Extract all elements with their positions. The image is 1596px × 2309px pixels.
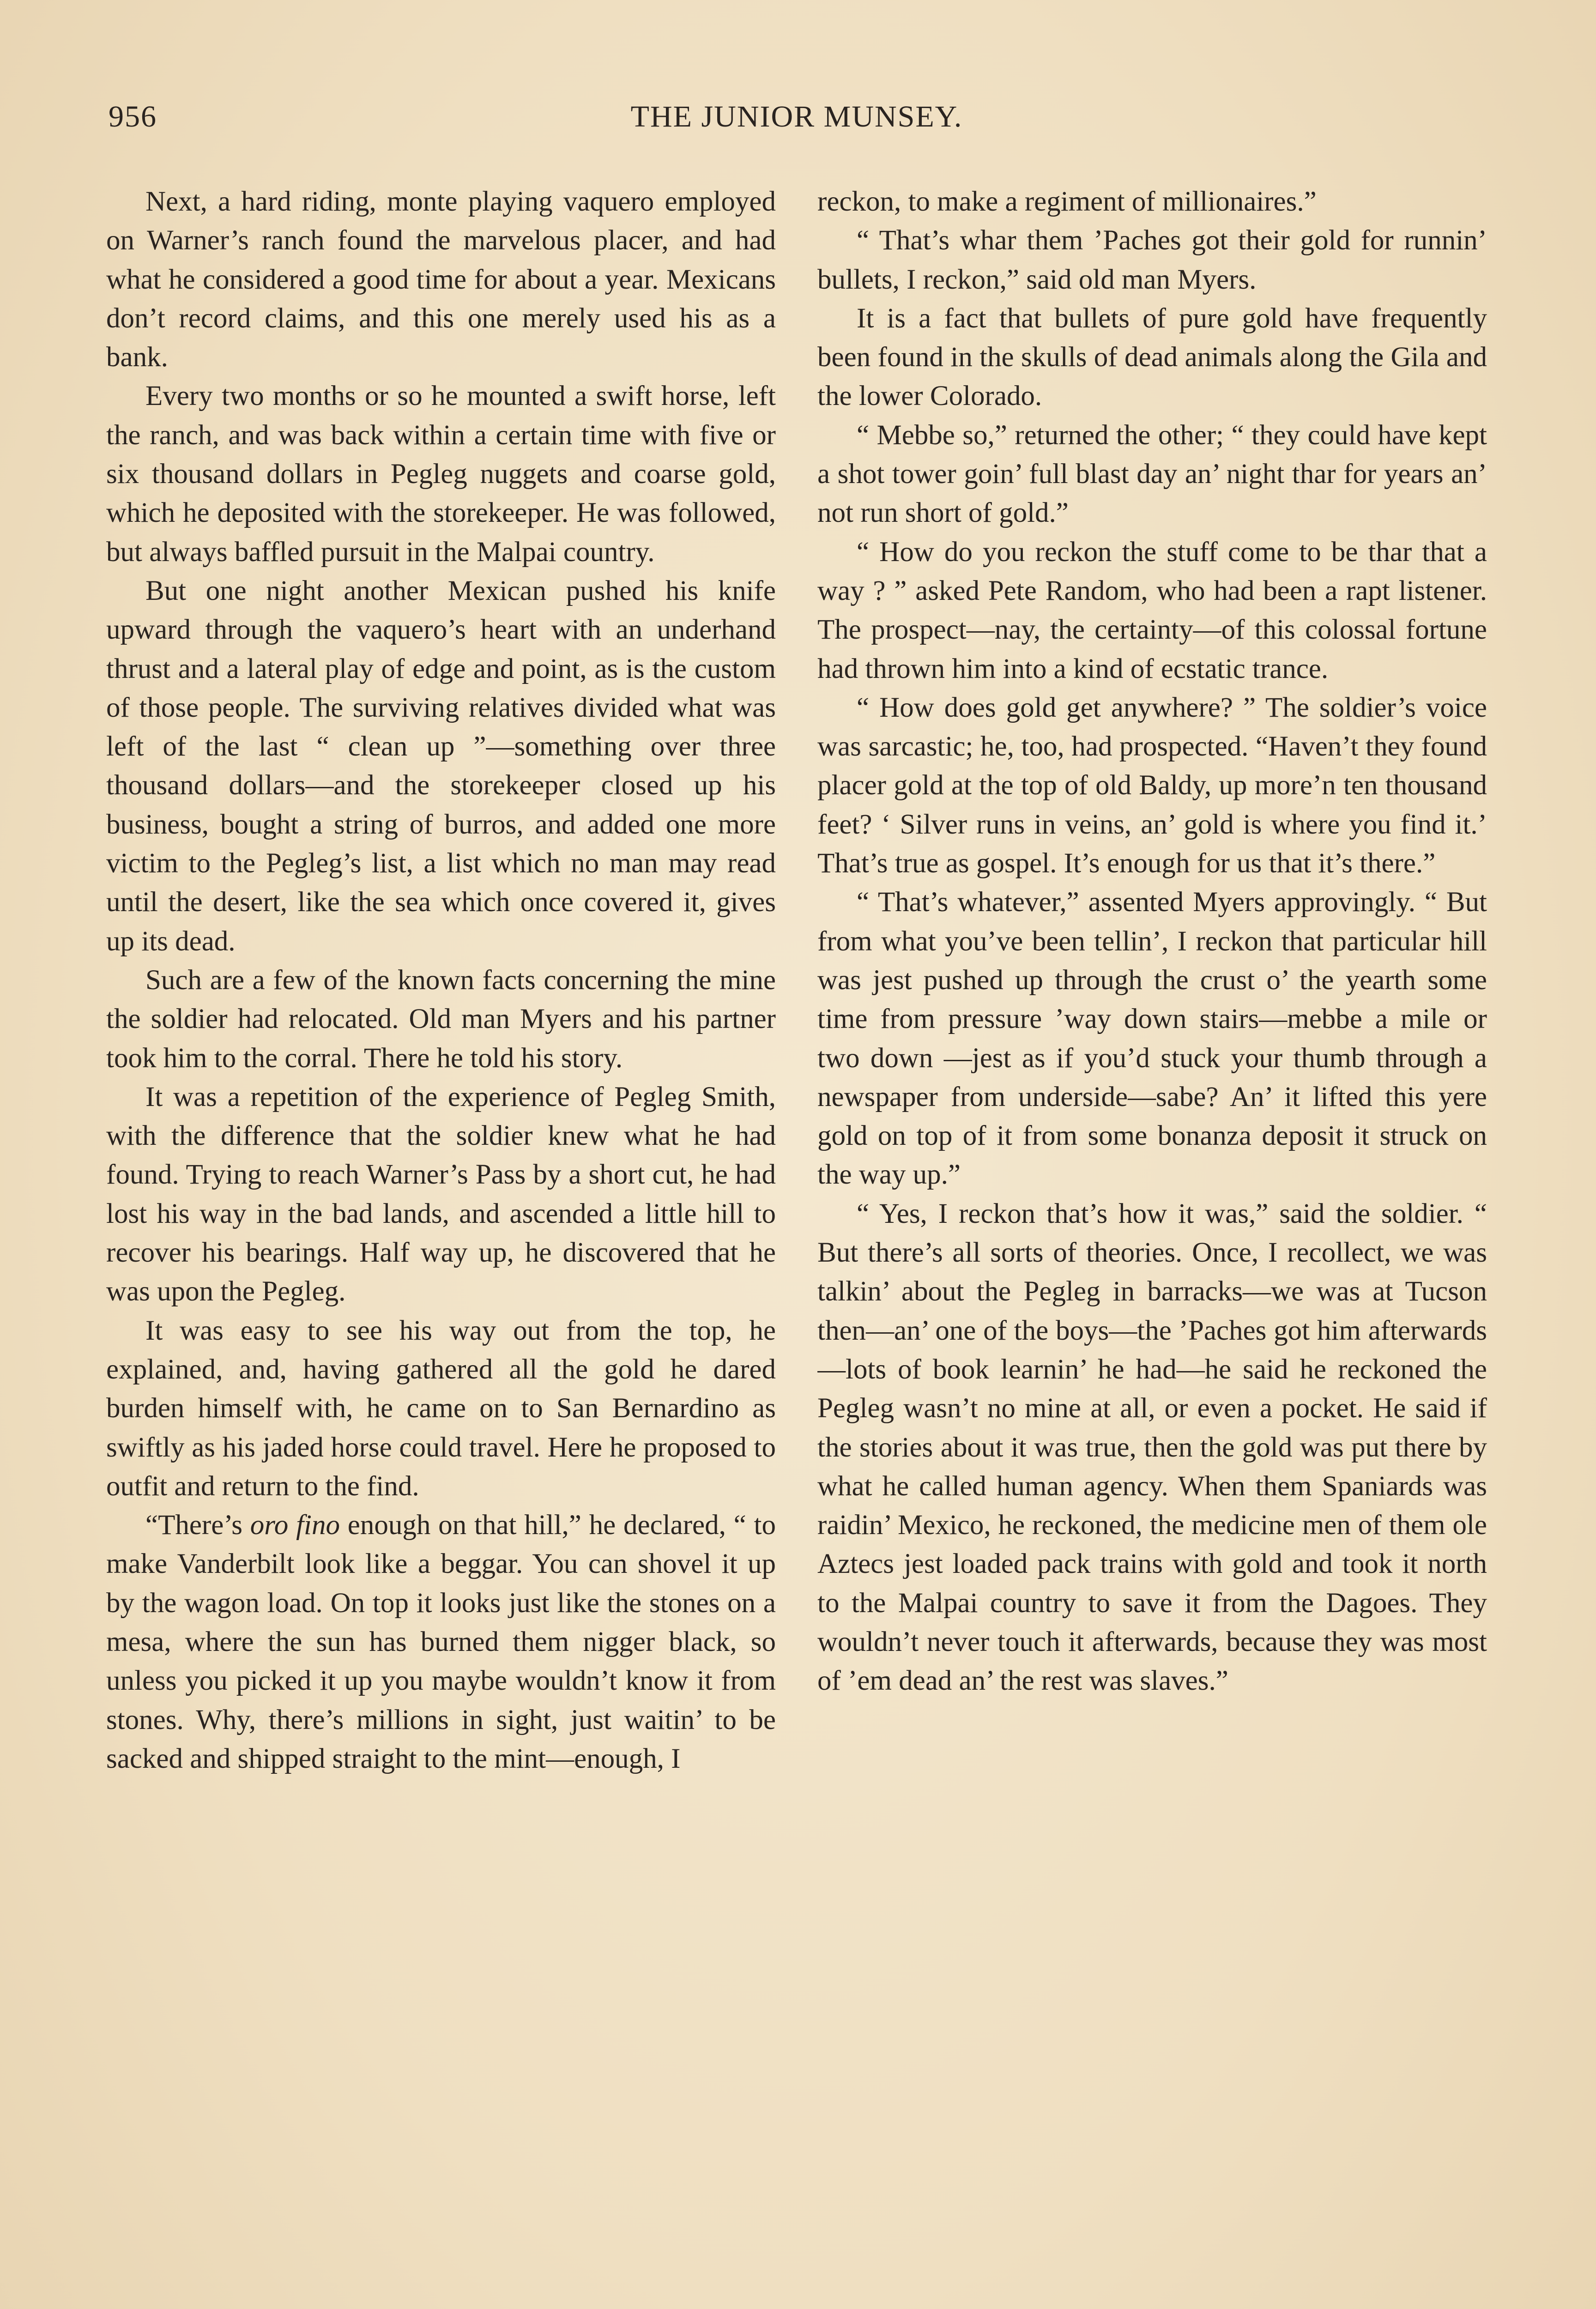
paragraph — [106, 1506, 776, 1778]
left-column — [106, 182, 776, 2309]
paragraph: Next, a hard riding, monte playing vaquero employed on Warner’s ranch found the marvelous placer, and had what he considered a good time for about a year. Mexicans don’t record claims, and this one merely used his as a bank. — [106, 186, 776, 373]
running-head: THE JUNIOR MUNSEY. — [630, 100, 963, 133]
paragraph: “ How does gold get anywhere? ” The soldier’s voice was sarcastic; he, too, had prospected. “Haven’t they found placer gold at the top of old Baldy, up more’n ten thousand feet? ‘ Silver runs in veins, an’ gold is where you find it.’ That’s true as gospel. It’s enough for us that it’s there.” — [817, 692, 1487, 879]
italic-text: oro fino — [250, 1510, 340, 1541]
paragraph: “ Mebbe so,” returned the other; “ they could have kept a shot tower goin’ full blast day an’ night thar for years an’ not run short of gold.” — [817, 419, 1487, 529]
text-run: enough on that hill,” he declared, “ to make Vanderbilt look like a beggar. You can shovel it up by the wagon load. On top it looks just like the stones on a mesa, where the sun has burned them nigger black, so unless you picked it up you maybe wouldn’t know it from stones. Why, there’s millions in sight, just waitin’ to be sacked and shipped straight to the mint—enough, I — [106, 1510, 776, 1774]
paragraph: “ That’s whar them ’Paches got their gold for runnin’ bullets, I reckon,” said old man Myers. — [817, 225, 1487, 295]
paragraph: Every two months or so he mounted a swift horse, left the ranch, and was back within a certain time with five or six thousand dollars in Pegleg nuggets and coarse gold, which he deposited with the storekeeper. He was followed, but always baffled pursuit in the Malpai country. — [106, 381, 776, 568]
paragraph: “ Yes, I reckon that’s how it was,” said the soldier. “ But there’s all sorts of theories. Once, I recollect, we was talkin’ about the Pegleg in barracks—we was at Tucson then—an’ one of the boys—the ’Paches got him afterwards—lots of book learnin’ he had—he said he reckoned the Pegleg wasn’t no mine at all, or even a pocket. He said if the stories about it was true, then the gold was put there by what he called human agency. When them Spaniards was raidin’ Mexico, he reckoned, the medicine men of them ole Aztecs jest loaded pack trains with gold and took it north to the Malpai country to save it from the Dagoes. They wouldn’t never touch it afterwards, because they was most of ’em dead an’ the rest was slaves.” — [817, 1198, 1487, 1697]
paragraph: “ How do you reckon the stuff come to be thar that a way ? ” asked Pete Random, who had been a rapt listener. The prospect—nay, the certainty—of this colossal fortune had thrown him into a kind of ecstatic trance. — [817, 536, 1487, 684]
paragraph-continued: reckon, to make a regiment of millionaires.” — [817, 186, 1317, 217]
page-header — [109, 99, 1485, 141]
paragraph: Such are a few of the known facts concerning the mine the soldier had relocated. Old man Myers and his partner took him to the corral. There he told his story. — [106, 964, 776, 1074]
paragraph: But one night another Mexican pushed his knife upward through the vaquero’s heart with an underhand thrust and a lateral play of edge and point, as is the custom of those people. The surviving relatives divided what was left of the last “ clean up ”—something over three thousand dollars—and the storekeeper closed up his business, bought a string of burros, and added one more victim to the Pegleg’s list, a list which no man may read until the desert, like the sea which once covered it, gives up its dead. — [106, 575, 776, 957]
text-run: “There’s — [145, 1510, 250, 1541]
right-column — [817, 182, 1487, 2309]
paragraph: It was a repetition of the experience of Pegleg Smith, with the difference that the soldier knew what he had found. Trying to reach Warner’s Pass by a short cut, he had lost his way in the bad lands, and ascended a little hill to recover his bearings. Half way up, he discovered that he was upon the Pegleg. — [106, 1081, 776, 1307]
page-number: 956 — [109, 100, 157, 133]
paragraph: It was easy to see his way out from the top, he explained, and, having gathered all the gold he dared burden himself with, he came on to San Bernardino as swiftly as his jaded horse could travel. Here he proposed to outfit and return to the find. — [106, 1315, 776, 1502]
paragraph: It is a fact that bullets of pure gold have frequently been found in the skulls of dead animals along the Gila and the lower Colorado. — [817, 302, 1487, 412]
paragraph: “ That’s whatever,” assented Myers approvingly. “ But from what you’ve been tellin’, I reckon that particular hill was jest pushed up through the crust o’ the yearth some time from pressure ’way down stairs—mebbe a mile or two down —jest as if you’d stuck your thumb through a newspaper from underside—sabe? An’ it lifted this yere gold on top of it from some bonanza deposit it struck on the way up.” — [817, 887, 1487, 1191]
